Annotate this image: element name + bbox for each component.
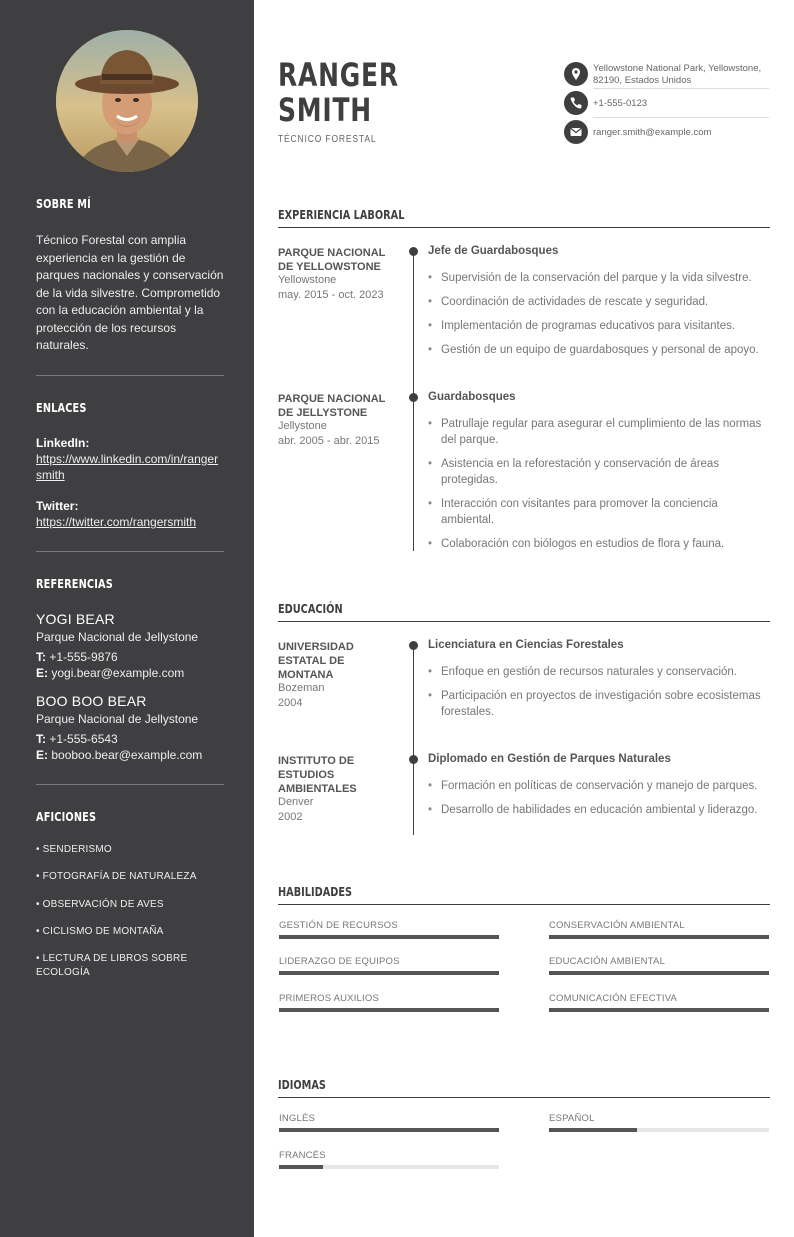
divider [36,551,224,552]
reference-email: E: yogi.bear@example.com [36,666,185,680]
section-rule [278,227,770,228]
language-bar-fill [279,1128,499,1132]
skill-bar-fill [279,1008,499,1012]
job-bullet: • Implementación de programas educativos para visitantes. [428,318,770,334]
twitter-link[interactable]: https://twitter.com/rangersmith [36,515,197,529]
contact-phone: +1-555-0123 [593,98,648,109]
job-title: Guardabosques [428,391,516,403]
language-bar [279,1165,499,1169]
hobbies-heading: AFICIONES [36,809,97,824]
skill-bar [549,935,769,939]
divider [36,375,224,376]
skill-bar-fill [279,935,499,939]
reference-name: YOGI BEAR [36,611,115,627]
skill-bar [549,1008,769,1012]
language-label: ESPAÑOL [549,1113,595,1124]
education-bullet: • Enfoque en gestión de recursos naturales y conservación. [428,664,770,680]
education-year: 2004 [278,697,303,709]
language-bar-fill [279,1165,323,1169]
skill-label: EDUCACIÓN AMBIENTAL [549,956,666,967]
education-year: 2002 [278,811,303,823]
skill-bar [279,935,499,939]
job-bullet: • Interacción con visitantes para promover la conciencia ambiental. [428,496,770,528]
language-bar [549,1128,769,1132]
reference-phone: T: +1-555-9876 [36,650,118,664]
twitter-label: Twitter: [36,499,79,513]
sidebar [0,0,254,1237]
skills-heading: HABILIDADES [278,884,353,899]
experience-heading: EXPERIENCIA LABORAL [278,207,405,222]
contact-address: Yellowstone National Park, Yellowstone, 82190, Estados Unidos [593,63,762,86]
main-content [254,0,794,1237]
language-bar [279,1128,499,1132]
skill-bar-fill [549,971,769,975]
skill-label: CONSERVACIÓN AMBIENTAL [549,920,685,931]
education-bullet: • Desarrollo de habilidades en educación ambiental y liderazgo. [428,802,770,818]
school-location: Denver [278,796,314,808]
employer-name: PARQUE NACIONAL DE JELLYSTONE [278,393,386,419]
employment-dates: abr. 2005 - abr. 2015 [278,435,380,447]
timeline-line [413,645,414,835]
location-pin-icon [564,62,588,86]
languages-heading: IDIOMAS [278,1077,326,1092]
job-role: TÉCNICO FORESTAL [278,134,377,145]
skill-bar [279,971,499,975]
degree-title: Diplomado en Gestión de Parques Naturales [428,753,671,765]
divider [36,784,224,785]
reference-phone: T: +1-555-6543 [36,732,118,746]
education-bullet: • Participación en proyectos de investigación sobre ecosistemas forestales. [428,688,770,720]
job-title: Jefe de Guardabosques [428,245,559,257]
timeline-dot [409,641,418,650]
job-bullet: • Coordinación de actividades de rescate y seguridad. [428,294,770,310]
reference-name: BOO BOO BEAR [36,693,147,709]
hobby-item: • SENDERISMO [36,844,112,855]
school-name: INSTITUTO DE ESTUDIOS AMBIENTALES [278,755,357,795]
phone-icon [564,91,588,115]
school-name: UNIVERSIDAD ESTATAL DE MONTANA [278,641,354,681]
person-name [278,58,399,128]
reference-email: E: booboo.bear@example.com [36,748,203,762]
timeline-dot [409,247,418,256]
job-bullet: • Gestión de un equipo de guardabosques y personal de apoyo. [428,342,770,358]
employer-location: Yellowstone [278,274,337,286]
about-text: Técnico Forestal con amplia experiencia en la gestión de parques nacionales y conservación de la vida silvestre. Comprometido con la educación ambiental y la protección de los recursos naturales. [36,233,224,352]
degree-title: Licenciatura en Ciencias Forestales [428,639,624,651]
employer-name: PARQUE NACIONAL DE YELLOWSTONE [278,247,386,273]
references-heading: REFERENCIAS [36,576,113,591]
skill-bar-fill [549,1008,769,1012]
skill-bar [549,971,769,975]
hobby-item: • LECTURA DE LIBROS SOBRE ECOLOGÍA [36,953,188,978]
hobby-item: • OBSERVACIÓN DE AVES [36,899,164,910]
school-location: Bozeman [278,682,325,694]
job-bullet: • Asistencia en la reforestación y conservación de áreas protegidas. [428,456,770,488]
reference-org: Parque Nacional de Jellystone [36,712,199,726]
education-bullet: • Formación en políticas de conservación y manejo de parques. [428,778,770,794]
first-name: RANGER [278,56,399,94]
links-heading: ENLACES [36,400,87,415]
job-bullet: • Supervisión de la conservación del parque y la vida silvestre. [428,270,770,286]
last-name: SMITH [278,91,372,129]
language-label: FRANCÉS [279,1150,326,1161]
linkedin-link[interactable]: https://www.linkedin.com/in/rangersmith [36,452,219,482]
timeline-dot [409,393,418,402]
divider [593,117,769,118]
skill-label: GESTIÓN DE RECURSOS [279,920,398,931]
skill-bar-fill [279,971,499,975]
section-rule [278,904,770,905]
linkedin-label: LinkedIn: [36,436,90,450]
job-bullet: • Colaboración con biólogos en estudios de flora y fauna. [428,536,770,552]
section-rule [278,1097,770,1098]
contact-email: ranger.smith@example.com [593,127,712,138]
about-heading: SOBRE MÍ [36,196,91,211]
skill-bar [279,1008,499,1012]
hobby-item: • FOTOGRAFÍA DE NATURALEZA [36,871,197,882]
skill-label: LIDERAZGO DE EQUIPOS [279,956,400,967]
language-label: INGLÉS [279,1113,316,1124]
skill-label: COMUNICACIÓN EFECTIVA [549,993,678,1004]
email-icon [564,120,588,144]
skill-bar-fill [549,935,769,939]
timeline-dot [409,755,418,764]
profile-photo [56,30,198,172]
job-bullet: • Patrullaje regular para asegurar el cumplimiento de las normas del parque. [428,416,770,448]
employer-location: Jellystone [278,420,327,432]
section-rule [278,621,770,622]
education-heading: EDUCACIÓN [278,601,343,616]
employment-dates: may. 2015 - oct. 2023 [278,289,384,301]
reference-org: Parque Nacional de Jellystone [36,630,199,644]
divider [593,88,769,89]
hobby-item: • CICLISMO DE MONTAÑA [36,926,164,937]
skill-label: PRIMEROS AUXILIOS [279,993,380,1004]
language-bar-fill [549,1128,637,1132]
